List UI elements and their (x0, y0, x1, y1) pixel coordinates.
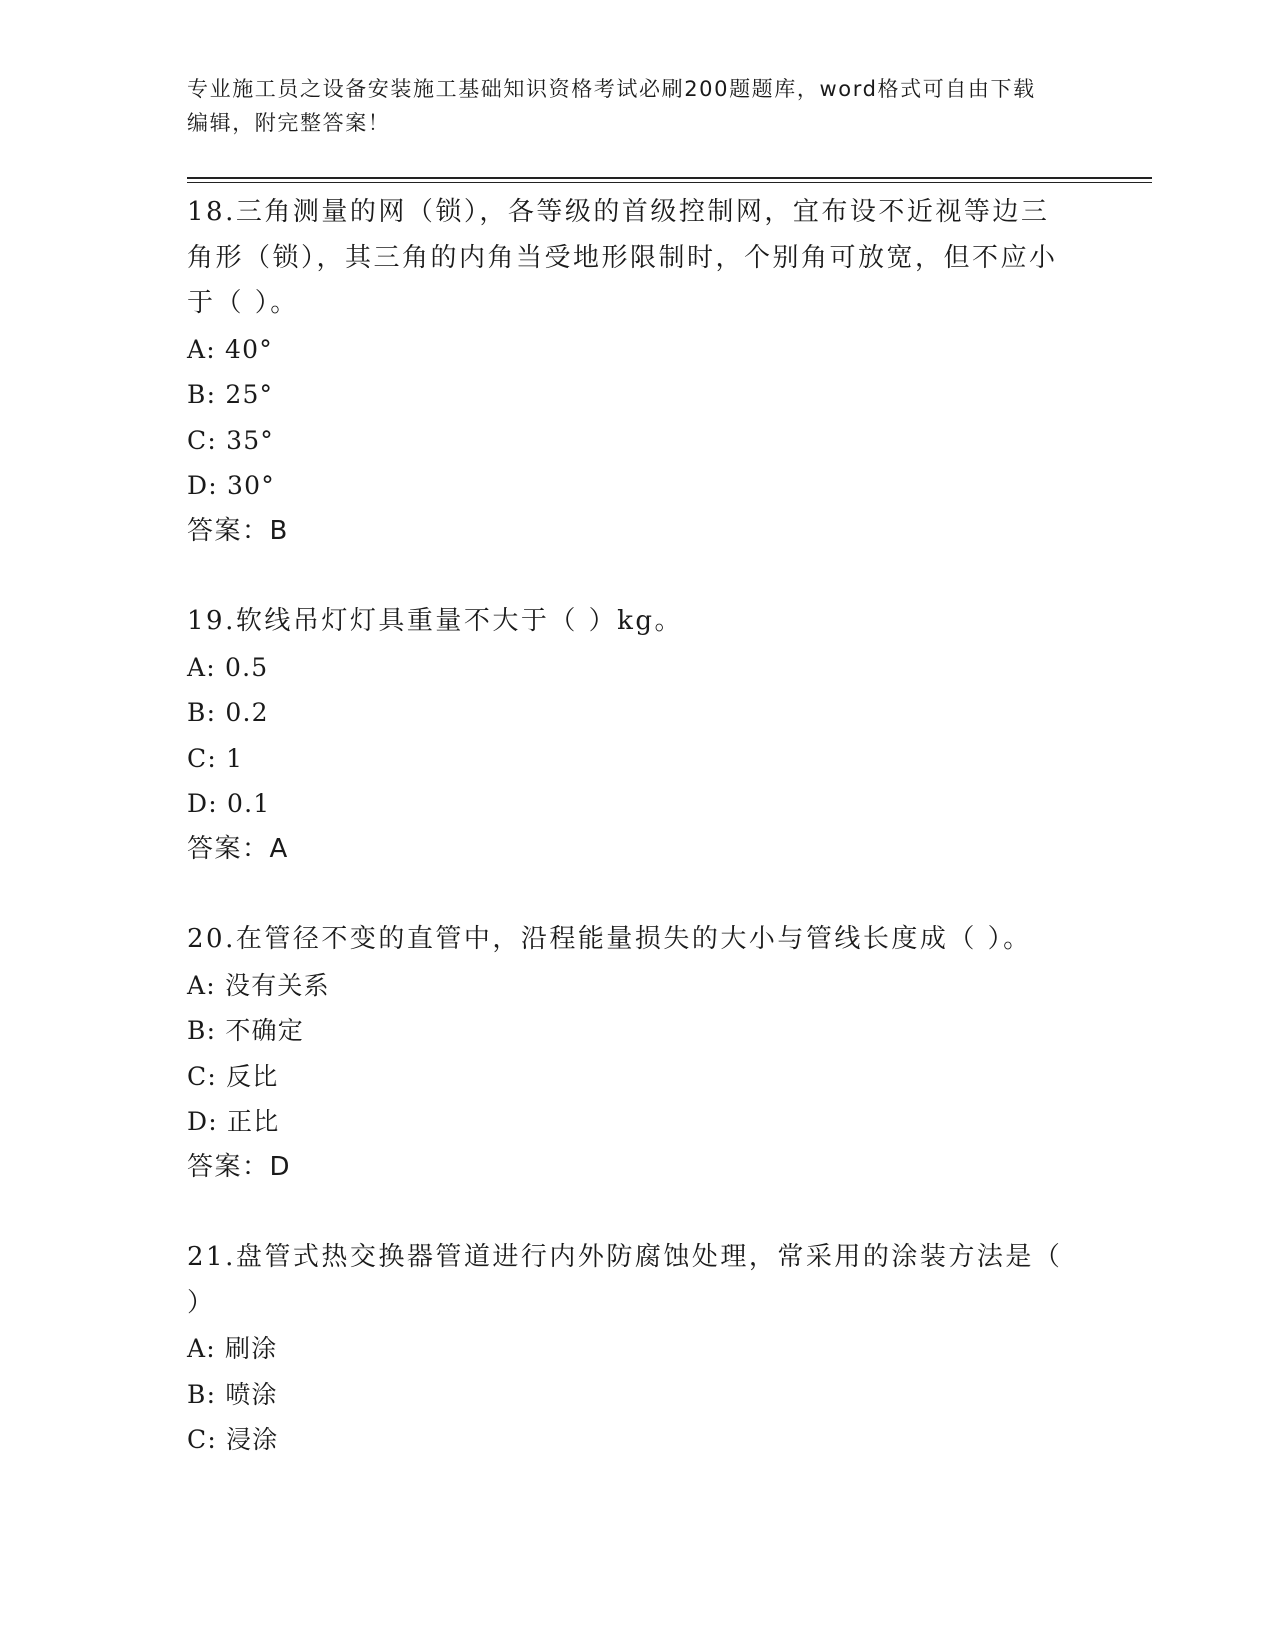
question-18 (187, 190, 1067, 554)
option-b: B: 0.2 (187, 698, 269, 727)
question-stem: 18.三角测量的网（锁），各等级的首级控制网，宜布设不近视等边三角形（锁），其三角的内角当受地形限制时，个别角可放宽，但不应小于（ ）。 (187, 197, 1058, 318)
option-d: D: 30° (187, 471, 275, 500)
option-a: A: 刷涂 (187, 1334, 278, 1363)
option-b: B: 喷涂 (187, 1379, 278, 1409)
question-stem: 19.软线吊灯灯具重量不大于（ ）kg。 (187, 606, 684, 636)
answer-label: 答案：D (187, 1151, 292, 1182)
option-c: C: 1 (187, 743, 244, 773)
answer-label: 答案：A (187, 833, 289, 864)
option-c: C: 浸涂 (187, 1425, 279, 1454)
question-19 (187, 599, 1067, 872)
option-a: A: 没有关系 (187, 970, 330, 1000)
question-stem: 21.盘管式热交换器管道进行内外防腐蚀处理，常采用的涂装方法是（ ） (187, 1242, 1063, 1318)
question-stem: 20.在管径不变的直管中，沿程能量损失的大小与管线长度成（ ）。 (187, 924, 1032, 954)
header-divider-thin (187, 182, 1152, 183)
option-b: B: 不确定 (187, 1016, 304, 1045)
option-d: D: 0.1 (187, 789, 271, 818)
option-a: A: 0.5 (187, 652, 269, 682)
option-a: A: 40° (187, 334, 273, 364)
answer-label: 答案：B (187, 515, 289, 546)
question-list (187, 190, 1067, 1508)
option-c: C: 35° (187, 425, 275, 455)
option-d: D: 正比 (187, 1107, 280, 1136)
header-divider-thick (187, 177, 1152, 179)
option-b: B: 25° (187, 380, 274, 409)
option-c: C: 反比 (187, 1061, 279, 1091)
question-21 (187, 1235, 1067, 1463)
document-header: 专业施工员之设备安装施工基础知识资格考试必刷200题题库，word格式可自由下载编辑，附完整答案！ (187, 77, 1036, 135)
question-20 (187, 917, 1067, 1190)
